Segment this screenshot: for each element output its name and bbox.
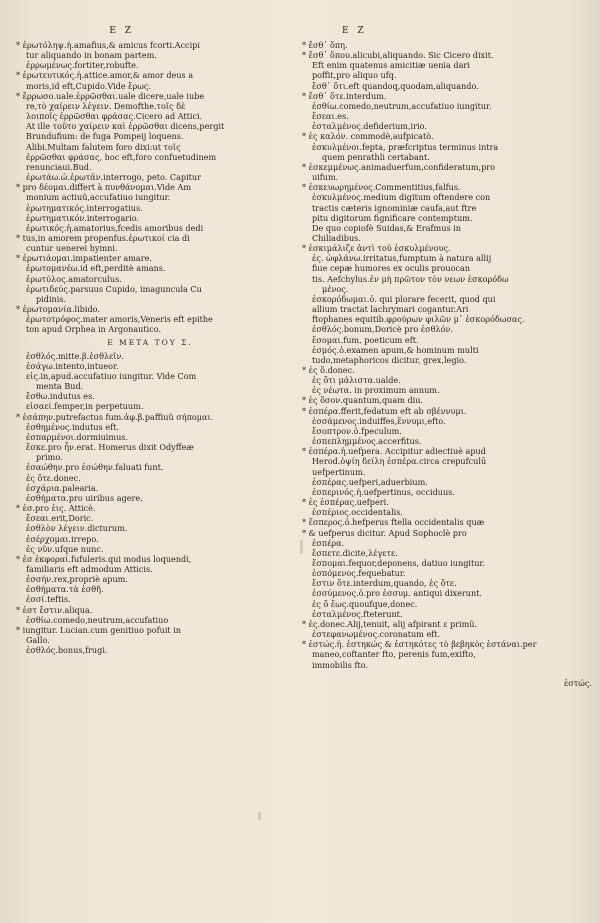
dictionary-entry-line: maneo,coftanter fto, perenis fum,exifto, [312,649,476,660]
dictionary-entry-line: ἐσταλμένος.fteterunt. [312,608,403,619]
dictionary-entry-line: ἐσσήν.rex,propriè apum. [26,574,128,585]
dictionary-entry-line: * ἐσάπην.putrefactus fum.ἀφ.β.paffiuũ σήπομαι. [16,411,214,422]
dictionary-entry-line: tractis cæteris ignominiæ caufa,aut ftre [312,202,477,213]
dictionary-entry-line: ἐσσάμενος.induiffes,ἕννυμι,efto. [312,415,446,426]
dictionary-entry-line: At ille τοῦτο χαίρειν καὶ ἐρρῶσθαι dicens,pergit [26,121,225,132]
dictionary-entry-line: ἐσκυλμένος.medium digitum oftendere con [312,192,491,203]
dictionary-entry-line: De quo copiofè Suidas,& Erafmus in [312,222,461,233]
dictionary-entry-line: ἔσοπτρον.ὁ.fpeculum. [312,425,402,436]
left-running-head: E Z [109,26,134,36]
dictionary-entry-line: * ἑστώς.ἡ. ἑστηκώς & ἑστηκότες τὸ βεβηκὸς ἑστάναι.per [302,639,537,650]
dictionary-entry-line: * ἐς ὅσον.quantum,quam diu. [302,395,423,406]
dictionary-entry-line: ton apud Orphea in Argonautico. [26,324,162,335]
dictionary-entry-line: menta Bud. [36,381,84,392]
dictionary-entry-line: ἐσθλός.mitte.β.ἐσθλεῖν. [26,350,124,361]
dictionary-entry-line: ἐσκυλμένοι.fepta, præfcriptus terminus intra [312,141,499,152]
dictionary-entry-line: ἐρωτιδεύς.parsuus Cupido, imaguncula Cu [26,283,202,294]
section-heading: E META TOY Σ. [107,337,193,347]
dictionary-entry-line: ἐρωτομανέω.id eft,perditè amans. [26,263,166,274]
dictionary-entry-line: * ἐρωτιάομαι.impatienter amare. [16,253,152,264]
dictionary-entry-line: ἔσθ᾿ ὅτι.eft quandoq,quodam,aliquando. [312,80,479,91]
dictionary-entry-line: ἐστεφανωμένος.coronatum eft. [312,629,441,640]
dictionary-entry-line: * ἐστ ἔστιν.aliqua. [16,604,93,615]
dictionary-entry-line: * ἐς ἑσπέρας.uefperi. [302,497,389,508]
dictionary-entry-line: familiaris eft admodum Atticis. [26,563,153,574]
dictionary-entry-line: * pro δέομαι.differt à πυνθάνομαι.Vide Am [16,182,192,193]
dictionary-entry-line: ἕσπομαι.fequor,deponens, datiuo iungitur. [312,557,485,568]
dictionary-entry-line: ἐς ὅτι μάλιστα.ualde. [312,375,401,386]
dictionary-entry-line: εἰσαεί.femper,in perpetuum. [26,401,144,412]
dictionary-entry-line: ἐσταλμένος.defiderium,irio. [312,121,427,132]
dictionary-entry-line: ἐσθήματα.pro uiribus agere. [26,492,143,503]
dictionary-entry-line: * ἐρωτευτικός.ἡ.attice.amor,& amor deus a [16,70,194,81]
dictionary-entry-line: renunciaui.Bud. [26,161,92,172]
dictionary-entry-line: ἔσθω.indutus es. [26,391,95,402]
dictionary-entry-line: immobilis fto. [312,659,369,670]
dictionary-entry-line: ἐσσύμενος.ὁ.pro ἐσσυμ. antiqui dixerunt. [312,588,483,599]
dictionary-entry-line: ἐρωτύλος.amatorculus. [26,273,122,284]
catchword: ἑστώς. [563,677,592,688]
dictionary-entry-line: ἔσεαι.es. [312,111,349,122]
dictionary-entry-line: * ἐσπέρα.fferit,fedatum eft ab σβέννυμι. [302,405,467,416]
ink-smudge [258,812,261,820]
dictionary-entry-line: * ἑσπέρα.ἡ.uefpera. Accipitur adiectiuè apud [302,446,486,457]
dictionary-entry-line: fiue cepæ humores ex oculis prouocan [312,263,471,274]
dictionary-entry-line: ἑσπέριος.occidentalis. [312,507,403,518]
dictionary-entry-line: Chiliadibus. [312,232,361,243]
right-column [302,26,592,688]
dictionary-entry-line: ἐρωτάω.ὠ.ἐρωτᾶν.interrogo, peto. Capitur [26,172,202,183]
dictionary-entry-line: * ἐσ ἐκφοραί.fufuleris.qui modus loquendi, [16,553,192,564]
dictionary-entry-line: ἐρωτικός.ἡ.amatorius,fcedis amoribus dedi [26,222,204,233]
ink-smudge [300,540,303,554]
dictionary-entry-line: ἐρωτοτρόφος.mater amoris,Veneris eft epithe [26,314,213,325]
dictionary-entry-line: ἐρωτηματικός.interrogatius. [26,202,143,213]
dictionary-entry-line: * ἐσκευωρημένος.Commentitius,falfus. [302,182,461,193]
dictionary-entry-line: ἔστιν ὅτε.interdum,quando, ἐς ὅτε. [312,578,457,589]
dictionary-entry-line: * ἐρωτόληψ.ἡ.amafius,& amicus fcorti.Accipi [16,40,200,50]
dictionary-entry-line: re,τὸ χαίρειν λέγειν. Demofthe.τοῖς δὲ [26,100,186,111]
dictionary-entry-line: ἐσκορόδωμαι.ὁ. qui plorare fecerit, quod qui [312,293,496,304]
dictionary-entry-line: ἐσσί.teftis. [26,594,71,605]
dictionary-entry-line: * ἕσπερος.ὁ.hefperus ftella occidentalis quæ [302,517,485,528]
dictionary-entry-line: * ἐρωτομανία.libido. [16,304,100,315]
dictionary-entry-line: ἑσπερινός.ἡ.uefpertinus, occiduus. [312,486,455,497]
dictionary-entry-line: moris,id eft,Cupido.Vide ἔρως. [26,80,151,91]
dictionary-entry-line: Brundufium: de fuga Pompeij loquens. [26,131,184,142]
dictionary-entry-line: * tus,in amorem propenfus.ἐρωτικοί cia di [16,232,190,243]
dictionary-entry-line: Eft enim quatenus amicitiæ uenia dari [312,60,470,71]
dictionary-entry-line: allium tractat lachrymari cogantur.Ari [312,304,469,315]
left-column [16,26,284,655]
dictionary-entry-line: * ἐς.donec.Alij,tenuit, alij afpirant ε primũ. [302,618,478,629]
right-entries [302,40,592,688]
dictionary-entry-line: ἐσπαρμένοι.dormiuimus. [26,431,129,442]
dictionary-entry-line: * ἐς ὅ.donec. [302,365,355,375]
dictionary-entry-line: ἐρρῶσθαι φράσας, hoc eft,foro confuetudinem [26,151,217,162]
left-entries [16,40,284,655]
dictionary-entry-line: ἐς νῦν.ufque nunc. [26,543,104,554]
dictionary-entry-line: ἑσπόμενος.fequebatur. [312,568,406,579]
dictionary-entry-line: monium actiuũ,accufatiuo iungitur. [26,192,171,203]
dictionary-entry-line: ftophanes equitib.φρούρων φιλῶν μ᾿ ἐσκορόδωσας. [312,314,525,325]
dictionary-entry-line: ἔσεαι.erit,Doric. [26,513,94,524]
dictionary-entry-line: ἐσθίω.comedo,neutrum,accufatiuo [26,614,169,625]
dictionary-entry-line: quem penrathli certabant. [322,151,430,162]
dictionary-entry-line: * ἐσκεμμένως.animaduerfum,confideratum,pro [302,161,496,172]
dictionary-entry-line: ἐσθλός.bonus,frugi. [26,645,108,656]
dictionary-entry-line: ἐς ὅ ἕως.quoufque,donec. [312,598,418,609]
dictionary-entry-line: * ἔρρωσο.uale.ἐρρῶσθαι.uale dicere,uale iube [16,90,205,101]
dictionary-entry-line: primo. [36,452,63,463]
dictionary-entry-line: * ἐσ.pro ἐις. Atticè. [16,503,96,514]
dictionary-entry-line: ἐς. ὠφλάνω.irritatus,fumptum à natura allij [312,253,492,264]
dictionary-entry-line: ἐσάγω.intento,intueor. [26,360,119,371]
dictionary-entry-line: ἐς νέωτα. in proximum annum. [312,385,440,396]
dictionary-entry-line: * ἔσθ᾿ ὅτε.interdum. [302,90,387,101]
dictionary-entry-line: pitu digitorum fignificare contemptum. [312,212,473,223]
dictionary-entry-line: ἐσαώθην.pro ἐσώθην.faluati funt. [26,462,164,473]
dictionary-entry-line: ἐσχάρια.palearia. [26,482,99,493]
dictionary-entry-line: ἑσπέρα. [312,537,345,548]
dictionary-entry-line: poffit,pro aliquo ufq. [312,70,397,81]
dictionary-entry-line: tudo,metaphoricos dicitur, grex,legio. [312,354,467,365]
dictionary-entry-line: ἐσέρχομαι.irrepo. [26,533,99,544]
right-running-head: E Z [342,26,367,36]
dictionary-entry-line: uefpertinum. [312,466,366,477]
dictionary-entry-line: ἑσπέρας.uefperi,aduerbium. [312,476,428,487]
dictionary-entry-line: ἐρρωμένως.fortiter,robufte. [26,60,139,71]
dictionary-entry-line: ἐσθλός.bonum,Doricè pro ἐσθλόν. [312,324,454,335]
dictionary-entry-line: μένος. [322,283,349,294]
dictionary-entry-line: tis. Aefchylus.ἐν μὴ πρῶτον τὸν νεων ἐσκορόδω [312,273,509,284]
dictionary-entry-line: εἰς.in,apud.accufatiuo iungitur. Vide Com [26,371,197,381]
dictionary-entry-line: ἐσθημένος.indutus eft. [26,421,119,432]
dictionary-entry-line: ἔσομαι.fum, poeticum eft. [312,334,419,345]
dictionary-entry-line: ἐσθίω.comedo,neutrum,accufatiuo iungitur. [312,100,492,111]
dictionary-entry-line: uifum. [312,172,339,183]
dictionary-entry-line: Herod.ὁψίη δείλη ἑσπέρα.circa crepufculū [312,456,487,467]
dictionary-entry-line: pidinis. [36,293,67,304]
dictionary-entry-line: * iungitur. Lucian.cum genitiuo pofuit in [16,624,182,635]
dictionary-entry-line: ἐρωτηματικόν.interrogario. [26,212,140,223]
dictionary-entry-line: ἐσπεπλημμένος.accerfitus. [312,436,422,447]
dictionary-entry-line: Gallo. [26,635,50,646]
dictionary-entry-line: * ἐσκιμάλιζε ἀντὶ τοῦ ἐσκυλμένους. [302,243,451,254]
dictionary-entry-line: ἐσθήματα.τὰ ἐσθῆ. [26,584,104,595]
dictionary-entry-line: cuntur uenerei hymni. [26,243,118,254]
dictionary-entry-line: * ἔσθ᾿ ὅπου.alicubi,aliquando. Sic Cicero dixit. [302,50,494,61]
dictionary-entry-line: * ἔσθ᾿ ὅπη. [302,40,348,50]
dictionary-entry-line: ἑσμός.ὁ.examen apum,& hominum multi [312,344,479,355]
dictionary-entry-line: ἔσκε.pro ἦν.erat. Homerus dixit Odyffeæ [26,442,194,453]
dictionary-entry-line: tur aliquando in bonam partem. [26,50,157,61]
dictionary-entry-line: ἔσπετε.dicite,λέγετε. [312,547,398,558]
dictionary-entry-line: Alibi.Multam falutem foro dixi:ut τοῖς [26,141,181,152]
dictionary-entry-line: λοιποῖς ἐρρῶσθαι φράσας.Cicero ad Attici. [26,111,203,122]
dictionary-entry-line: ἐς ὅτε.donec. [26,472,81,483]
dictionary-entry-line: * & uefperus dicitur. Apud Sophoclè pro [302,527,467,538]
dictionary-entry-line: ἐσθλὸν λέγειν.dicturum. [26,523,128,534]
dictionary-entry-line: * ἐς καλόν. commodè,aufpicatò. [302,131,434,142]
